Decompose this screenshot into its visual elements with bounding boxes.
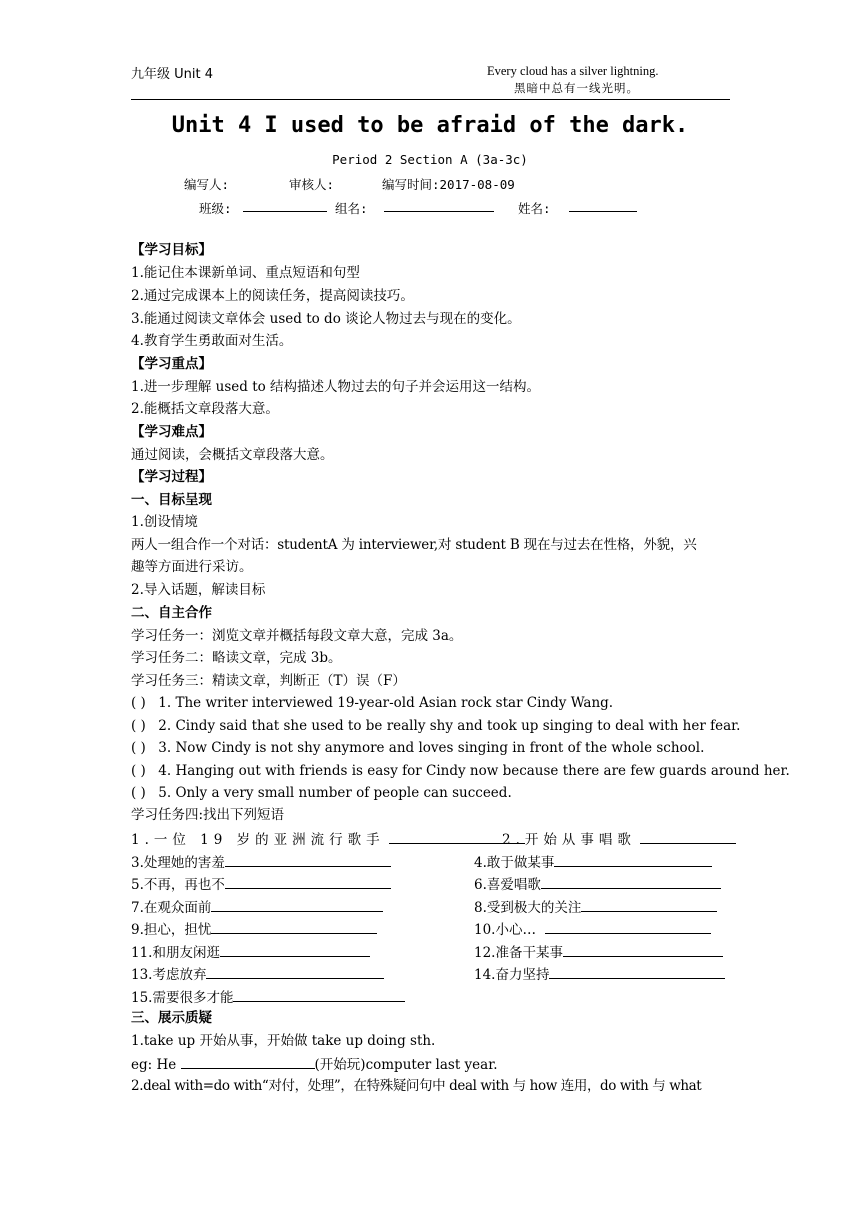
phrase-blank[interactable] — [581, 897, 717, 912]
tf-item[interactable] — [131, 717, 740, 735]
header-motto-zh: 黑暗中总有一线光明。 — [514, 81, 639, 95]
goal-item: 3.能通过阅读文章体会 used to do 谈论人物过去与现在的变化。 — [131, 311, 521, 327]
key-item: 2.能概括文章段落大意。 — [131, 401, 279, 417]
difficult-heading: 【学习难点】 — [131, 424, 212, 440]
tf-statement: 3. Now Cindy is not shy anymore and loves singing in front of the whole school. — [158, 740, 705, 756]
goal-item: 4.教育学生勇敢面对生活。 — [131, 333, 293, 349]
page-subtitle: Period 2 Section A (3a-3c) — [332, 152, 528, 167]
class-blank[interactable] — [243, 199, 327, 212]
phrase-blank[interactable] — [225, 874, 391, 889]
phrase-item: 3.处理她的害羞 — [131, 852, 391, 872]
task-line: 学习任务四:找出下列短语 — [131, 807, 285, 823]
part2-heading: 二、自主合作 — [131, 605, 212, 621]
process-heading: 【学习过程】 — [131, 469, 212, 485]
phrase-item: 2.开始从事唱歌 — [502, 829, 736, 849]
phrase-item: 4.敢于做某事 — [474, 852, 712, 872]
phrase-blank[interactable] — [541, 874, 721, 889]
phrase-item: 13.考虑放弃 — [131, 964, 384, 984]
phrase-item: 6.喜爱唱歌 — [474, 874, 721, 894]
key-item: 1.进一步理解 used to 结构描述人物过去的句子并会运用这一结构。 — [131, 379, 541, 395]
phrase-blank[interactable] — [549, 964, 725, 979]
part1-item: 1.创设情境 — [131, 514, 198, 530]
phrase-blank[interactable] — [554, 852, 712, 867]
phrase-item: 9.担心，担忧 — [131, 919, 377, 939]
task-line: 学习任务二：略读文章，完成 3b。 — [131, 650, 342, 666]
part3-line: 1.take up 开始从事，开始做 take up doing sth. — [131, 1033, 436, 1049]
phrase-blank[interactable] — [211, 919, 377, 934]
phrase-blank[interactable] — [220, 942, 370, 957]
tf-answer-blank[interactable]: ( ) — [131, 785, 146, 801]
phrase-item: 1.一位 19 岁的亚洲流行歌手 — [131, 829, 525, 849]
tf-item[interactable] — [131, 784, 512, 802]
tf-answer-blank[interactable]: ( ) — [131, 695, 146, 711]
goals-heading: 【学习目标】 — [131, 242, 212, 258]
part1-heading: 一、目标呈现 — [131, 492, 212, 508]
meta-reviewer: 审核人: — [289, 177, 335, 192]
task-line: 学习任务一：浏览文章并概括每段文章大意，完成 3a。 — [131, 628, 463, 644]
header-motto-en: Every cloud has a silver lightning. — [487, 64, 659, 78]
phrase-item: 11.和朋友闲逛 — [131, 942, 370, 962]
phrase-item: 5.不再，再也不 — [131, 874, 391, 894]
header-left: 九年级 Unit 4 — [131, 67, 213, 82]
phrase-blank[interactable] — [563, 942, 723, 957]
phrase-item: 12.准备干某事 — [474, 942, 723, 962]
difficult-text: 通过阅读，会概括文章段落大意。 — [131, 447, 334, 463]
part3-example: eg: He (开始玩)computer last year. — [131, 1054, 498, 1074]
key-heading: 【学习重点】 — [131, 356, 212, 372]
task-line: 学习任务三：精读文章，判断正（T）误（F） — [131, 673, 406, 689]
name-blank[interactable] — [569, 199, 637, 212]
tf-answer-blank[interactable]: ( ) — [131, 763, 146, 779]
phrase-item: 8.受到极大的关注 — [474, 897, 717, 917]
tf-item[interactable] — [131, 762, 790, 780]
phrase-blank[interactable] — [211, 897, 383, 912]
phrase-blank[interactable] — [640, 829, 736, 844]
phrase-item: 15.需要很多才能 — [131, 987, 405, 1007]
part3-heading: 三、展示质疑 — [131, 1010, 212, 1026]
header-rule — [131, 99, 730, 100]
phrase-blank[interactable] — [545, 919, 711, 934]
tf-answer-blank[interactable]: ( ) — [131, 740, 146, 756]
phrase-item: 14.奋力坚持 — [474, 964, 725, 984]
part1-item: 2.导入话题，解读目标 — [131, 582, 266, 598]
phrase-item: 7.在观众面前 — [131, 897, 383, 917]
tf-item[interactable] — [131, 694, 613, 712]
goal-item: 2.通过完成课本上的阅读任务，提高阅读技巧。 — [131, 288, 414, 304]
goal-item: 1.能记住本课新单词、重点短语和句型 — [131, 265, 360, 281]
example-blank[interactable] — [181, 1054, 315, 1069]
meta-writer: 编写人: — [184, 177, 230, 192]
group-blank[interactable] — [384, 199, 494, 212]
phrase-blank[interactable] — [225, 852, 391, 867]
meta-class-label: 班级: — [199, 201, 232, 216]
phrase-blank[interactable] — [206, 964, 384, 979]
tf-answer-blank[interactable]: ( ) — [131, 718, 146, 734]
meta-date: 编写时间:2017-08-09 — [382, 177, 515, 192]
part3-line: 2.deal with=do with“对付，处理”，在特殊疑问句中 deal with 与 how 连用，do with 与 what — [131, 1078, 702, 1094]
page-title: Unit 4 I used to be afraid of the dark. — [171, 113, 689, 138]
meta-group-label: 组名: — [335, 201, 368, 216]
meta-name-label: 姓名: — [518, 201, 551, 216]
phrase-blank[interactable] — [233, 987, 405, 1002]
part1-text: 两人一组合作一个对话：studentA 为 interviewer,对 student B 现在与过去在性格，外貌，兴 — [131, 537, 697, 553]
tf-statement: 5. Only a very small number of people can succeed. — [158, 785, 512, 801]
tf-statement: 1. The writer interviewed 19-year-old Asian rock star Cindy Wang. — [158, 695, 614, 711]
tf-item[interactable] — [131, 739, 704, 757]
tf-statement: 2. Cindy said that she used to be really shy and took up singing to deal with her fear. — [158, 718, 741, 734]
part1-text: 趣等方面进行采访。 — [131, 559, 253, 575]
tf-statement: 4. Hanging out with friends is easy for Cindy now because there are few guards around her. — [158, 763, 790, 779]
phrase-item: 10.小心… — [474, 919, 711, 939]
